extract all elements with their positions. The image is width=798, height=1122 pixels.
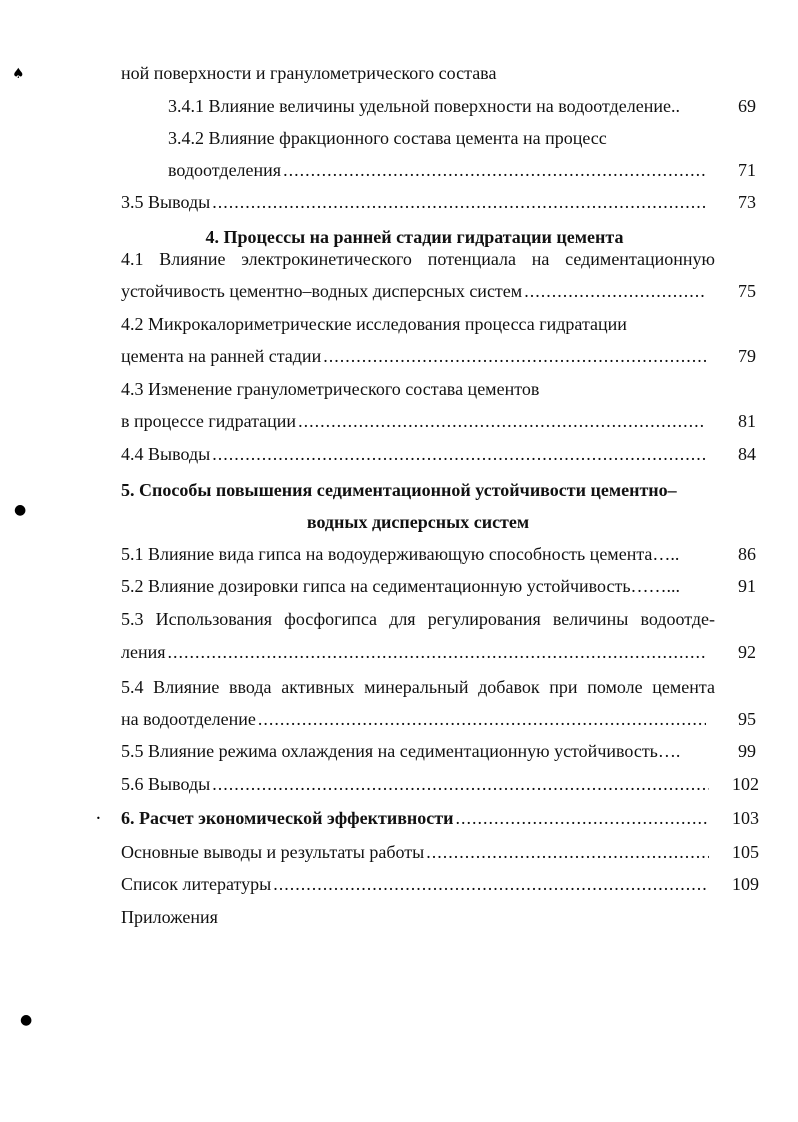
toc-entry-5-3-line1: 5.3 Использования фосфогипса для регулирования величины водоотде- [121,609,715,629]
scan-mark-bottom: ● [20,1012,33,1028]
chapter-5-heading-line2: водных дисперсных систем [306,512,530,532]
toc-entry-4-1: устойчивость цементно–водных дисперсных систем ..... 75 [121,279,756,303]
toc-entry-5-6: 5.6 Выводы ..... 102 [121,772,759,796]
toc-entry-5-3: ления ..... 92 [121,640,756,664]
scan-mark-middle: ● [14,502,27,518]
toc-line-continuation: ной поверхности и гранулометрического состава [121,63,497,83]
toc-entry-3-5: 3.5 Выводы ..... 73 [121,190,756,214]
toc-entry-4-3-line1: 4.3 Изменение гранулометрического состава цементов [121,379,540,399]
chapter-4-heading: 4. Процессы на ранней стадии гидратации цемента [205,227,624,247]
chapter-5-heading-line1: 5. Способы повышения седиментационной устойчивости цементно– [121,480,677,500]
toc-entry-5-1: 5.1 Влияние вида гипса на водоудерживающую способность цемента….. 86 [121,544,756,564]
toc-entry-4-2: цемента на ранней стадии ..... 79 [121,344,756,368]
toc-entry-5-5: 5.5 Влияние режима охлаждения на седиментационную устойчивость…. 99 [121,741,756,761]
toc-entry-conclusions: Основные выводы и результаты работы ..... 105 [121,840,759,864]
toc-entry-4-1-line1: 4.1 Влияние электрокинетического потенциала на седиментационную [121,249,715,269]
toc-entry-chapter-6: 6. Расчет экономической эффективности ..... 103 [121,806,759,830]
toc-entry-5-4: на водоотделение ..... 95 [121,707,756,731]
toc-entry-4-4: 4.4 Выводы ..... 84 [121,442,756,466]
toc-entry-references: Список литературы ..... 109 [121,872,759,896]
toc-entry-5-4-line1: 5.4 Влияние ввода активных минеральный добавок при помоле цемента [121,677,715,697]
scan-dot: • [96,814,101,823]
toc-entry-3-4-2-line1: 3.4.2 Влияние фракционного состава цемента на процесс [168,128,607,148]
toc-entry-3-4-2: водоотделения ..... 71 [168,158,756,182]
toc-entry-4-2-line1: 4.2 Микрокалориметрические исследования процесса гидратации [121,314,627,334]
toc-entry-4-3: в процессе гидратации ..... 81 [121,409,756,433]
scan-mark-top: ♠ [12,66,25,82]
toc-entry-3-4-1: 3.4.1 Влияние величины удельной поверхности на водоотделение.. 69 [168,96,756,116]
toc-entry-5-2: 5.2 Влияние дозировки гипса на седиментационную устойчивость……... 91 [121,576,756,596]
toc-entry-appendices: Приложения [121,907,218,927]
